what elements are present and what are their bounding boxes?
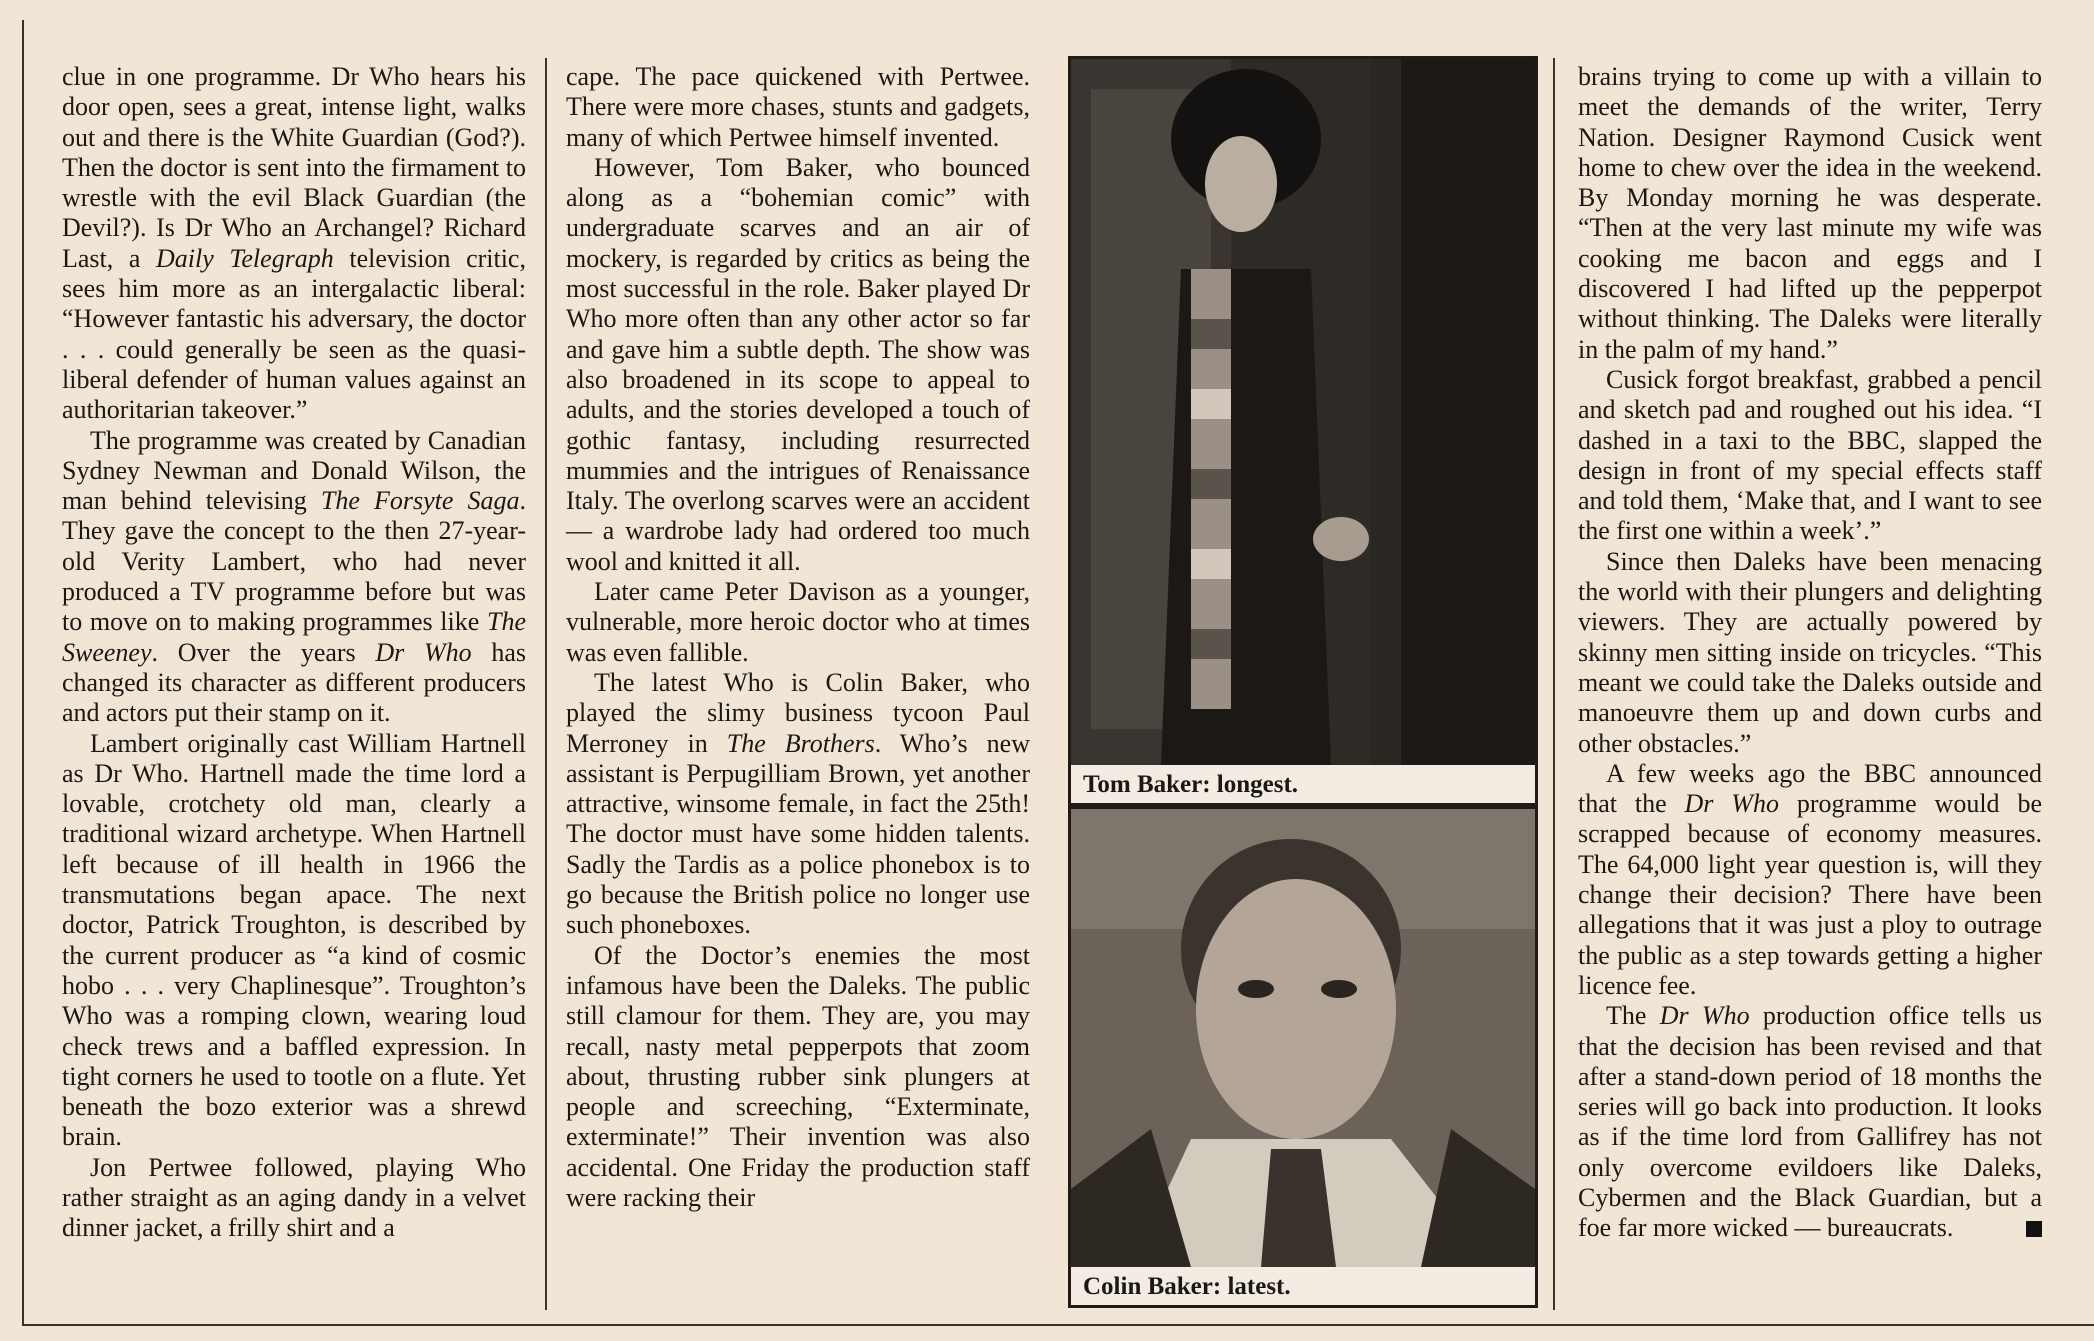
text: The programme was created by Canadian Sydney Newman and Donald Wilson, the man behind televising xyxy=(62,425,526,516)
photo-colin-baker xyxy=(1068,806,1538,1308)
text: television critic, sees him more as an intergalactic liberal: “However fantastic his adversary, the doctor . . . could generally be seen as the quasi-liberal defender of human values against an authoritarian takeover.” xyxy=(62,243,526,425)
paragraph: brains trying to come up with a villain to meet the demands of the writer, Terry Nation. Designer Raymond Cusick went home to chew over the idea in the weekend. By Monday morning he was desperate. “Then at the very last minute my wife was cooking me bacon and eggs and I discovered I had lifted up the pepperpot without thinking. The Daleks were literally in the palm of my hand.” xyxy=(1578,62,2042,364)
paragraph xyxy=(1578,759,2042,1001)
paragraph: Jon Pertwee followed, playing Who rather straight as an aging dandy in a velvet dinner jacket, a frilly shirt and a xyxy=(62,1152,526,1243)
text: The xyxy=(1606,1001,1660,1031)
text: programme would be scrapped because of economy measures. The 64,000 light year question is, will they change their decision? There have been allegations that it was just a ploy to outrage the public as a step towards getting a higher licence fee. xyxy=(1578,789,2042,1000)
paragraph: However, Tom Baker, who bounced along as a “bohemian comic” with undergraduate scarves and an air of mockery, is regarded by critics as being the most successful in the role. Baker played Dr Who more often than any other actor so far and gave him a subtle depth. The show was also broadened in its scope to appeal to adults, and the stories developed a touch of gothic fantasy, including resurrected mummies and the intrigues of Renaissance Italy. The overlong scarves were an accident — a wardrobe lady had ordered too much wool and knitted it all. xyxy=(566,152,1030,576)
text: has changed its character as different producers and actors put their stamp on it. xyxy=(62,637,526,728)
paragraph xyxy=(566,668,1030,941)
text: . They gave the concept to the then 27-year-old Verity Lambert, who had never produced a TV programme before but was to move on to making programmes like xyxy=(62,486,527,637)
tom-baker-photo-image xyxy=(1071,59,1535,765)
article-column-4 xyxy=(1578,62,2042,1244)
publication-title: Daily Telegraph xyxy=(155,243,334,273)
photo-caption: Colin Baker: latest. xyxy=(1083,1273,1291,1300)
column-rule xyxy=(545,58,547,1310)
paragraph: Lambert originally cast William Hartnell as Dr Who. Hartnell made the time lord a lovable, crotchety old man, clearly a traditional wizard archetype. When Hartnell left because of ill health in 1966 the transmutations began apace. The next doctor, Patrick Troughton, is described by the current producer as “a kind of cosmic hobo . . . very Chaplinesque”. Troughton’s Who was a romping clown, wearing loud check trews and a baffled expression. In tight corners he used to tootle on a flute. Yet beneath the bozo exterior was a shrewd brain. xyxy=(62,728,526,1152)
end-of-article-mark xyxy=(2026,1221,2042,1237)
column-rule xyxy=(1553,58,1555,1310)
paragraph: Cusick forgot breakfast, grabbed a pencil and sketch pad and roughed out his idea. “I dashed in a taxi to the BBC, slapped the design in front of my special effects staff and told them, ‘Make that, and I want to see the first one within a week’.” xyxy=(1578,364,2042,546)
show-title: The Forsyte Saga xyxy=(320,486,520,516)
text: . Who’s new assistant is Perpugilliam Brown, yet another attractive, winsome female, in fact the 25th! The doctor must have some hidden talents. Sadly the Tardis as a police phonebox is to go because the British police no longer use such phoneboxes. xyxy=(566,728,1030,940)
show-title: The Sweeney xyxy=(62,607,526,667)
photo-tom-baker xyxy=(1068,56,1538,806)
text: production office tells us that the decision has been revised and that after a stand-down period of 18 months the series will go back into production. It looks as if the time lord from Gallifrey has not only overcome evildoers like Daleks, Cybermen and the Black Guardian, but a foe far more wicked — bureaucrats. xyxy=(1578,1001,2042,1243)
text: . Over the years xyxy=(151,637,376,667)
paragraph xyxy=(62,426,526,729)
text: A few weeks ago the BBC announced that the xyxy=(1578,758,2042,819)
text: The latest Who is Colin Baker, who played the slimy business tycoon Paul Merroney in xyxy=(566,667,1030,758)
photo-caption: Tom Baker: longest. xyxy=(1083,771,1299,798)
paragraph xyxy=(1578,1001,2042,1243)
paragraph: cape. The pace quickened with Pertwee. There were more chases, stunts and gadgets, many of which Pertwee himself invented. xyxy=(566,62,1030,152)
paragraph: Since then Daleks have been menacing the world with their plungers and delighting viewers. They are actually powered by skinny men sitting inside on tricycles. “This meant we could take the Daleks outside and manoeuvre them up and down curbs and other obstacles.” xyxy=(1578,546,2042,758)
paragraph: Of the Doctor’s enemies the most infamous have been the Daleks. The public still clamour for them. They are, you may recall, nasty metal pepperpots that zoom about, thrusting rubber sink plungers at people and screeching, “Exterminate, exterminate!” Their invention was also accidental. One Friday the production staff were racking their xyxy=(566,940,1030,1212)
article-column-2 xyxy=(566,62,1030,1213)
article-column-1 xyxy=(62,62,526,1244)
colin-baker-photo-image xyxy=(1071,809,1535,1267)
show-title: Dr Who xyxy=(375,637,472,667)
paragraph xyxy=(62,62,526,426)
text: clue in one programme. Dr Who hears his door open, sees a great, intense light, walks out and there is the White Guardian (God?). Then the doctor is sent into the firmament to wrestle with the evil Black Guardian (the Devil?). Is Dr Who an Archangel? Richard Last, a xyxy=(62,62,526,273)
show-title: Dr Who xyxy=(1684,789,1779,819)
paragraph: Later came Peter Davison as a younger, vulnerable, more heroic doctor who at times was even fallible. xyxy=(566,577,1030,667)
show-title: Dr Who xyxy=(1659,1001,1750,1031)
show-title: The Brothers xyxy=(726,728,875,758)
